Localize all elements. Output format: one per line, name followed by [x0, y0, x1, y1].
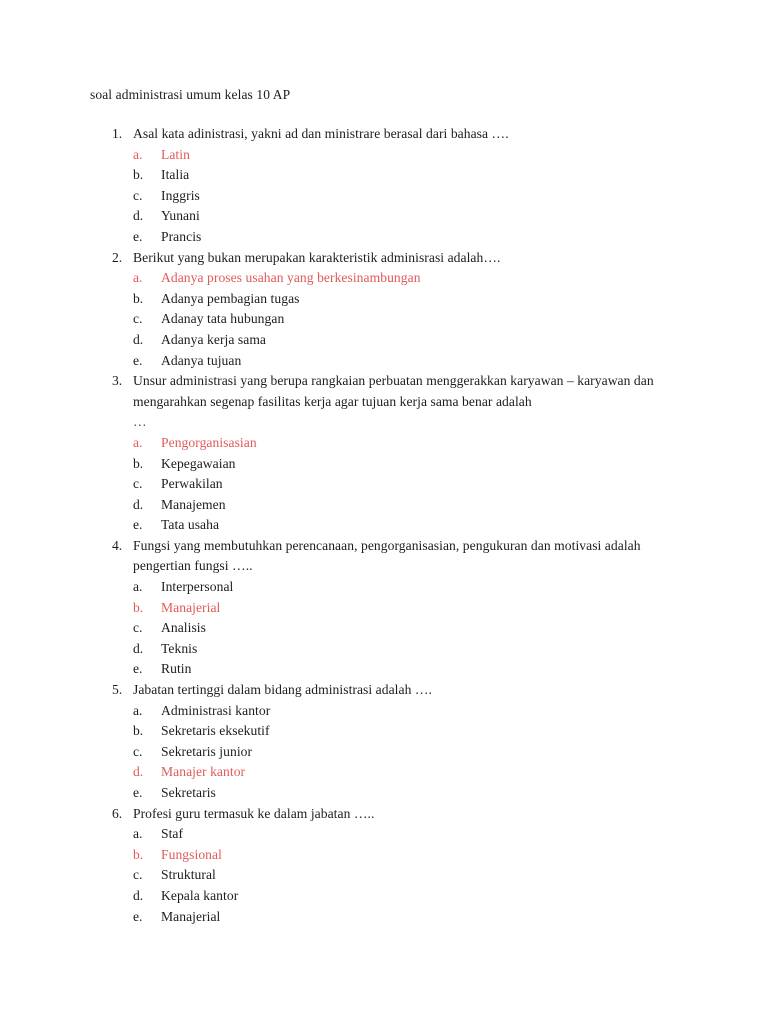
question-number: 6.	[112, 805, 123, 821]
option-row-answer[interactable]	[0, 145, 768, 166]
option-row[interactable]	[0, 186, 768, 207]
option-letter: e.	[133, 785, 143, 800]
option-row-answer[interactable]	[0, 433, 768, 454]
option-letter: e.	[133, 908, 143, 924]
option-text: Inggris	[161, 187, 200, 203]
option-letter: b.	[133, 167, 144, 183]
option-letter: b.	[133, 290, 144, 306]
option-letter: e.	[133, 661, 143, 677]
option-row[interactable]	[0, 783, 768, 804]
question-text: Unsur administrasi yang berupa rangkaian perbuatan menggerakkan karyawan – karyawan dan mengarahkan segenap fasilitas kerja agar tujuan kerja sama benar adalah	[133, 373, 654, 409]
question-number: 3.	[112, 373, 123, 389]
question-number: 2.	[112, 249, 123, 265]
question-heading	[0, 680, 768, 701]
question-block	[0, 804, 768, 928]
option-text: Adanay tata hubungan	[161, 311, 285, 327]
option-letter: d.	[133, 887, 144, 903]
option-text: Kepala kantor	[161, 887, 239, 903]
question-text: Profesi guru termasuk ke dalam jabatan …..	[133, 805, 375, 821]
question-heading	[0, 248, 768, 269]
option-row[interactable]	[0, 824, 768, 845]
option-text: Adanya proses usahan yang berkesinambungan	[161, 270, 421, 286]
question-number: 4.	[112, 537, 123, 553]
option-text: Sekretaris junior	[161, 743, 253, 759]
question-number: 1.	[112, 126, 123, 141]
option-letter: e.	[133, 352, 143, 368]
question-text: Fungsi yang membutuhkan perencanaan, pengorganisasian, pengukuran dan motivasi adalah pengertian fungsi …..	[133, 537, 641, 574]
option-row-answer[interactable]	[0, 268, 768, 289]
option-text: Analisis	[161, 620, 206, 636]
option-row[interactable]	[0, 886, 768, 907]
question-heading	[0, 804, 768, 825]
option-text: Yunani	[161, 208, 200, 224]
option-letter: d.	[133, 764, 144, 780]
option-row[interactable]	[0, 742, 768, 763]
option-letter: d.	[133, 208, 144, 224]
question-number: 5.	[112, 682, 123, 698]
option-row[interactable]	[0, 309, 768, 330]
option-letter: b.	[133, 846, 144, 862]
option-text: Sekretaris eksekutif	[161, 723, 270, 739]
option-row[interactable]	[0, 659, 768, 680]
question-heading	[0, 536, 768, 577]
option-text: Sekretaris	[161, 785, 216, 800]
option-text: Interpersonal	[161, 579, 234, 595]
option-text: Adanya kerja sama	[161, 331, 267, 347]
option-text: Tata usaha	[161, 517, 220, 533]
option-letter: a.	[133, 434, 143, 450]
option-text: Teknis	[161, 640, 198, 656]
question-block	[0, 371, 768, 536]
question-block	[0, 536, 768, 680]
option-text: Pengorganisasian	[161, 434, 257, 450]
option-letter: d.	[133, 640, 144, 656]
option-text: Rutin	[161, 661, 192, 677]
question-text: Jabatan tertinggi dalam bidang administrasi adalah ….	[133, 682, 432, 698]
option-row[interactable]	[0, 639, 768, 660]
option-text: Prancis	[161, 228, 202, 244]
option-letter: a.	[133, 146, 143, 162]
option-text: Manajer kantor	[161, 764, 246, 780]
option-text: Manajerial	[161, 908, 221, 924]
question-text: Asal kata adinistrasi, yakni ad dan ministrare berasal dari bahasa ….	[133, 126, 509, 141]
option-letter: a.	[133, 826, 143, 842]
option-text: Latin	[161, 146, 190, 162]
option-letter: a.	[133, 702, 143, 718]
page-title: soal administrasi umum kelas 10 AP	[90, 87, 291, 102]
option-letter: b.	[133, 599, 144, 615]
option-letter: c.	[133, 476, 143, 492]
option-letter: c.	[133, 743, 143, 759]
option-letter: b.	[133, 455, 144, 471]
option-text: Staf	[161, 826, 184, 842]
option-row[interactable]	[0, 701, 768, 722]
option-row[interactable]	[0, 227, 768, 248]
option-row[interactable]	[0, 351, 768, 372]
question-list	[0, 124, 768, 927]
option-text: Italia	[161, 167, 190, 183]
question-block	[0, 124, 768, 248]
option-row[interactable]	[0, 865, 768, 886]
option-row[interactable]	[0, 618, 768, 639]
option-row-answer[interactable]	[0, 598, 768, 619]
option-letter: e.	[133, 517, 143, 533]
option-row[interactable]	[0, 577, 768, 598]
option-letter: d.	[133, 331, 144, 347]
question-heading	[0, 124, 768, 145]
option-row[interactable]	[0, 330, 768, 351]
option-letter: a.	[133, 270, 143, 286]
option-letter: c.	[133, 867, 143, 883]
option-text: Struktural	[161, 867, 216, 883]
option-text: Adanya tujuan	[161, 352, 242, 368]
option-row[interactable]	[0, 165, 768, 186]
question-block	[0, 248, 768, 372]
option-letter: a.	[133, 579, 143, 595]
option-text: Manajemen	[161, 496, 226, 512]
option-row[interactable]	[0, 515, 768, 536]
question-block	[0, 680, 768, 804]
option-row-answer[interactable]	[0, 845, 768, 866]
option-row[interactable]	[0, 454, 768, 475]
option-row[interactable]	[0, 721, 768, 742]
option-text: Kepegawaian	[161, 455, 236, 471]
option-letter: b.	[133, 723, 144, 739]
option-row[interactable]	[0, 206, 768, 227]
option-text: Fungsional	[161, 846, 222, 862]
option-row[interactable]	[0, 495, 768, 516]
option-text: Manajerial	[161, 599, 221, 615]
option-row[interactable]	[0, 289, 768, 310]
option-letter: e.	[133, 228, 143, 244]
option-letter: c.	[133, 187, 143, 203]
option-text: Administrasi kantor	[161, 702, 271, 718]
option-text: Adanya pembagian tugas	[161, 290, 300, 306]
option-text: Perwakilan	[161, 476, 223, 492]
question-text: Berikut yang bukan merupakan karakteristik adminisrasi adalah….	[133, 249, 501, 265]
option-letter: d.	[133, 496, 144, 512]
option-row[interactable]	[0, 907, 768, 928]
option-letter: c.	[133, 311, 143, 327]
question-heading	[0, 371, 768, 412]
option-row[interactable]	[0, 474, 768, 495]
question-trailing-ellipsis: …	[133, 414, 148, 430]
option-row-answer[interactable]	[0, 762, 768, 783]
option-letter: c.	[133, 620, 143, 636]
